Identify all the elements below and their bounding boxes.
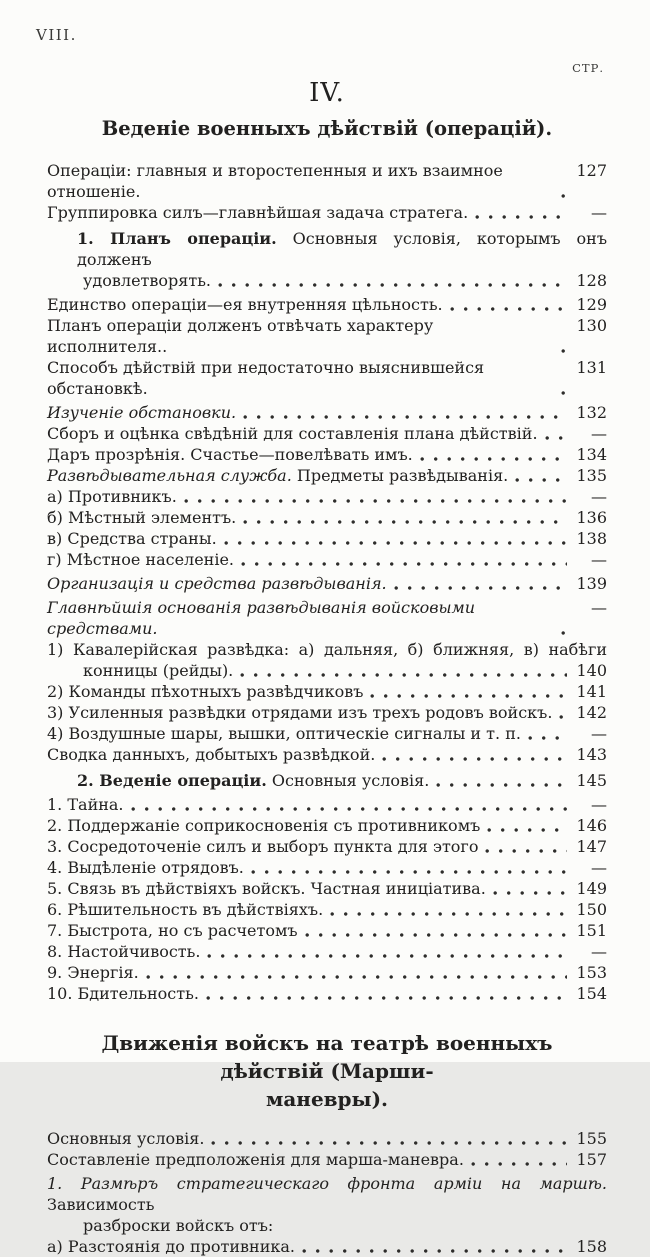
dot-leader [561,348,567,354]
toc-entry [47,857,607,878]
entry-text-segment: Группировка силъ—главнѣйшая задача стратега. [47,203,469,222]
toc-entry [47,486,607,507]
entry-text [47,573,387,594]
entry-page-number: 149 [576,879,607,898]
entry-text [47,507,236,528]
toc-entry [47,794,607,815]
entry-page-number: — [591,724,607,743]
entry-page-number: 155 [576,1129,607,1148]
entry-page-number: 134 [576,445,607,464]
dot-leader [240,672,567,678]
dot-leader [218,282,567,288]
entry-text-segment: Сборъ и оцѣнка свѣдѣній для составленія плана дѣйствій. [47,424,538,443]
entry-page-number: 146 [576,816,607,835]
entry-text [47,1236,295,1257]
entry-text-segment: 2. Веденіе операціи. [77,771,267,790]
dot-leader [251,869,567,875]
entry-text [47,444,413,465]
toc-entry [47,836,607,857]
toc-entry [47,1173,613,1215]
chapter-title: Веденіе военныхъ дѣйствій (операцій). [101,117,553,140]
entry-text-segment: 7. Быстрота, но съ расчетомъ [47,921,298,940]
dot-leader [243,519,567,525]
toc-entry [47,315,607,357]
dot-leader [561,390,567,396]
entry-text-segment: а) Противникъ. [47,487,177,506]
toc-entry [47,423,607,444]
entry-text-segment: конницы (рейды). [83,661,234,680]
entry-text-segment: 1. Тайна. [47,795,124,814]
entry-text-segment: Изученіе обстановки. [47,403,237,422]
entry-text [47,597,554,639]
dot-leader [224,540,567,546]
entry-text-segment: 2) Команды пѣхотныхъ развѣдчиковъ [47,682,364,701]
entry-text [47,920,298,941]
toc-entry [47,639,607,660]
entry-text-segment: 6. Рѣшительность въ дѣйствіяхъ. [47,900,324,919]
dot-leader [241,561,567,567]
entry-text [47,160,554,202]
dot-leader [559,714,567,720]
toc-entry [47,899,607,920]
toc-entry [47,983,607,1004]
entry-text [47,549,234,570]
dot-leader [211,1140,567,1146]
entry-page-number: — [591,550,607,569]
section-heading-line: Движенія войскъ на театрѣ военныхъ дѣйствій (Марши- [101,1031,553,1083]
entry-text-segment: б) Мѣстный элементъ. [47,508,237,527]
toc-entry [47,920,607,941]
dot-leader [545,435,567,441]
toc-entry [47,744,607,765]
entry-page-number: 132 [576,403,607,422]
toc-entry [47,660,607,681]
toc-entry [47,507,607,528]
toc-entry [47,294,607,315]
toc-entry [47,549,607,570]
section-heading-line: маневры). [265,1087,389,1111]
chapter-number: IV. [309,78,345,108]
entry-text-segment: Зависимость [47,1174,613,1214]
entry-text [47,423,538,444]
entry-text-segment: 4) Воздушные шары, вышки, оптическіе сигналы и т. п. [47,724,521,743]
dot-leader [206,995,567,1001]
toc-entry [47,702,607,723]
entry-text [47,794,124,815]
entry-text [47,815,480,836]
entry-text-segment: 1. Планъ операціи. [77,229,277,248]
entry-text [47,702,552,723]
entry-page-number: 158 [576,1237,607,1256]
entry-text-segment: г) Мѣстное населеніе. [47,550,235,569]
entry-text [47,878,486,899]
entry-page-number: 147 [576,837,607,856]
entry-text [47,528,217,549]
entry-text [47,270,211,291]
entry-text [47,681,363,702]
entry-text [47,1128,204,1149]
entry-page-number: 151 [576,921,607,940]
entry-text-segment: в) Средства страны. [47,529,217,548]
toc-entry [47,681,607,702]
entry-text-segment: 5. Связь въ дѣйствіяхъ войскъ. Частная иниціатива. [47,879,486,898]
toc-entry [47,770,607,791]
entry-page-number: 154 [576,984,607,1003]
toc-entry [47,941,607,962]
entry-text [47,315,554,357]
entry-text-segment: Развѣдывательная служба. [47,466,292,485]
entry-text-segment: 4. Выдѣленіе отрядовъ. [47,858,244,877]
dot-leader [330,911,567,917]
toc-entry [47,815,607,836]
toc-entry [47,357,607,399]
toc-entry [47,597,607,639]
entry-page-number: 129 [576,295,607,314]
toc-entry [47,962,607,983]
entry-page-number: 135 [576,466,607,485]
entry-text [47,857,244,878]
entry-page-number: 139 [576,574,607,593]
folio-number: VIII. [36,26,77,44]
entry-page-number: 128 [576,271,607,290]
entry-text-segment: удовлетворять. [83,271,212,290]
entry-page-number: — [591,487,607,506]
dot-leader [146,974,567,980]
entry-page-number: — [591,795,607,814]
dot-leader [485,848,567,854]
entry-text-segment: 9. Энергія. [47,963,139,982]
entry-text-segment: Основныя условія. [266,771,430,790]
entry-page-number: 142 [576,703,607,722]
entry-text-segment: Способъ дѣйствій при недостаточно выяснившейся обстановкѣ. [47,358,490,398]
entry-page-number: 150 [576,900,607,919]
dot-leader [370,693,567,699]
entry-text [47,983,199,1004]
entry-text [47,962,139,983]
entry-text [47,402,236,423]
entry-text [47,660,233,681]
entry-text-segment: а) Разстоянія до противника. [47,1237,295,1256]
entry-text-segment: 2. Поддержаніе соприкосновенія съ противникомъ [47,816,481,835]
dot-leader [420,456,567,462]
dot-leader [382,756,567,762]
toc-entry [47,528,607,549]
entry-text-segment: Единство операціи—ея внутренняя цѣльность. [47,295,443,314]
toc-entry [47,444,607,465]
entry-text [47,486,177,507]
toc-entry [47,270,607,291]
dot-leader [487,827,567,833]
entry-page-number: 140 [576,661,607,680]
dot-leader [131,806,567,812]
entry-text [47,228,613,270]
entry-text-segment: 10. Бдительность. [47,984,199,1003]
entry-page-number: — [591,424,607,443]
entry-page-number: 131 [576,358,607,377]
dot-leader [561,193,567,199]
dot-leader [302,1248,567,1254]
entry-page-number: — [591,942,607,961]
entry-page-number: — [591,203,607,222]
entry-page-number: 127 [576,161,607,180]
entry-page-number: 153 [576,963,607,982]
entry-text-segment: Главнѣйшія основанія развѣдыванія войсковыми средствами. [47,598,481,638]
entry-text [47,770,429,791]
section-heading [47,1029,607,1113]
entry-page-number: 136 [576,508,607,527]
entry-text [47,294,443,315]
toc-entry [47,1128,607,1149]
toc-entry [47,1215,607,1236]
entry-text-segment: Сводка данныхъ, добытыхъ развѣдкой. [47,745,376,764]
entry-text-segment: Предметы развѣдыванія. [291,466,509,485]
entry-page-number: 143 [576,745,607,764]
entry-text-segment: Основныя условія. [47,1129,205,1148]
entry-text-segment: Планъ операціи долженъ отвѣчать характеру исполнителя.. [47,316,439,356]
entry-text [47,357,554,399]
entry-text-segment: 1. Размѣръ стратегическаго фронта арміи на маршѣ. [47,1174,607,1193]
entry-text [47,1149,464,1170]
toc-list [47,160,613,1257]
dot-leader [305,932,567,938]
dot-leader [207,953,567,959]
entry-text [47,639,607,660]
entry-text [47,202,468,223]
entry-text-segment: Даръ прозрѣнія. Счастье—повелѣвать имъ. [47,445,413,464]
toc-entry [47,573,607,594]
entry-text [47,836,478,857]
dot-leader [493,890,567,896]
dot-leader [475,214,567,220]
dot-leader [243,414,567,420]
toc-entry [47,723,607,744]
toc-entry [47,1149,607,1170]
entry-text [47,941,200,962]
entry-page-number: 130 [576,316,607,335]
entry-page-number: — [591,858,607,877]
toc-entry [47,402,607,423]
entry-page-number: 138 [576,529,607,548]
toc-entry [47,228,613,270]
dot-leader [394,585,567,591]
entry-text-segment: 3. Сосредоточеніе силъ и выборъ пункта для этого [47,837,479,856]
entry-text [47,1215,273,1236]
toc-entry [47,465,607,486]
entry-text-segment: Организація и средства развѣдыванія. [47,574,387,593]
entry-text-segment: 1) Кавалерійская развѣдка: а) дальняя, б) ближняя, в) набѣги [47,640,607,659]
entry-page-number: — [591,598,607,617]
dot-leader [184,498,567,504]
entry-text-segment: разброски войскъ отъ: [83,1216,274,1235]
entry-text-segment: Составленіе предположенія для марша-маневра. [47,1150,464,1169]
entry-text [47,744,375,765]
entry-page-number: 157 [576,1150,607,1169]
page-column-header: СТР. [572,61,604,75]
entry-page-number: 141 [576,682,607,701]
entry-text-segment: Операціи: главныя и второстепенныя и ихъ взаимное отношеніе. [47,161,508,201]
toc-entry [47,202,607,223]
toc-entry [47,160,607,202]
dot-leader [450,306,567,312]
entry-text [47,1173,613,1215]
entry-text [47,723,521,744]
dot-leader [436,782,567,788]
entry-text [47,899,323,920]
dot-leader [471,1161,567,1167]
entry-text-segment: 3) Усиленныя развѣдки отрядами изъ трехъ родовъ войскъ. [47,703,553,722]
toc-entry [47,878,607,899]
entry-page-number: 145 [576,771,607,790]
dot-leader [561,630,567,636]
toc-entry [47,1236,607,1257]
entry-text-segment: Основныя условія, которымъ онъ долженъ [77,229,613,269]
dot-leader [528,735,567,741]
entry-text [47,465,508,486]
entry-text-segment: 8. Настойчивость. [47,942,201,961]
dot-leader [515,477,567,483]
